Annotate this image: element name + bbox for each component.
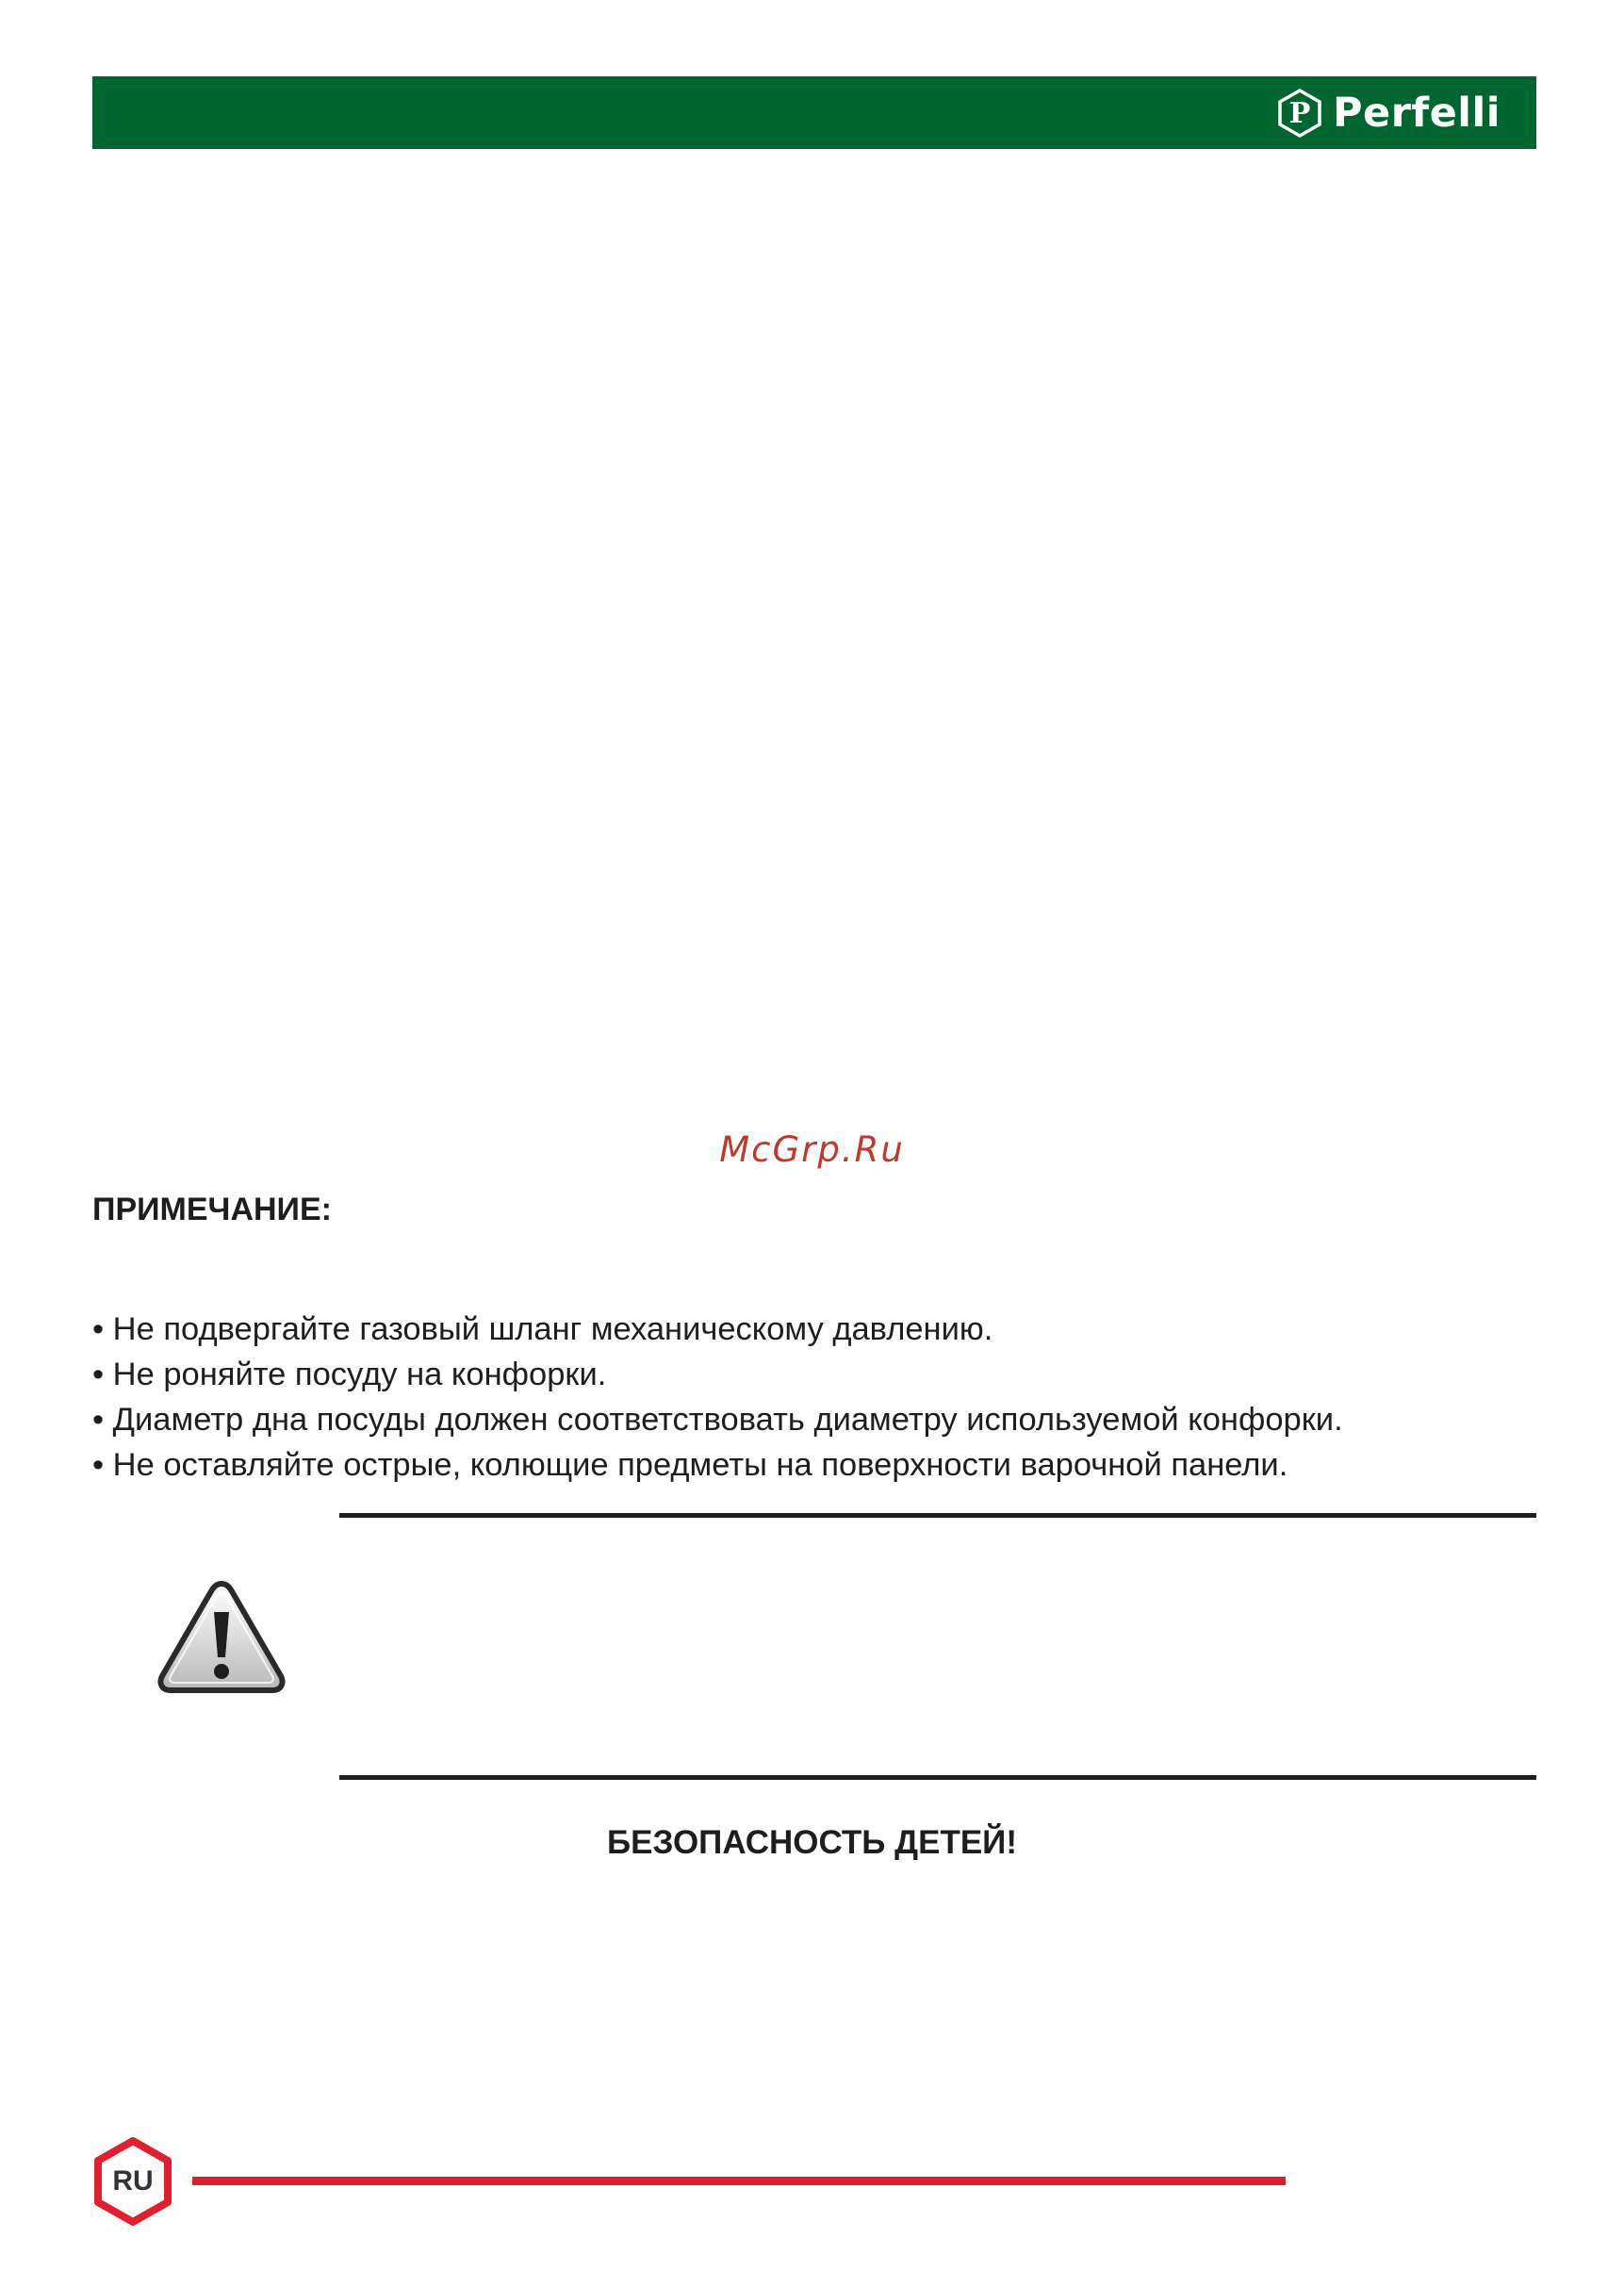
note-list xyxy=(92,1307,1343,1488)
section-divider-top xyxy=(339,1513,1536,1518)
watermark: McGrp.Ru xyxy=(719,1129,905,1170)
list-item: • Не подвергайте газовый шланг механическому давлению. xyxy=(92,1311,993,1347)
language-code: RU xyxy=(112,2165,154,2197)
header-bar xyxy=(92,76,1536,149)
svg-text:P: P xyxy=(1288,97,1311,130)
section-divider-bottom xyxy=(339,1775,1536,1780)
brand-hexagon-icon xyxy=(1276,88,1323,139)
child-safety-heading: БЕЗОПАСНОСТЬ ДЕТЕЙ! xyxy=(606,1824,1017,1861)
note-heading: ПРИМЕЧАНИЕ: xyxy=(92,1192,332,1227)
footer-accent-line xyxy=(192,2177,1286,2185)
language-badge xyxy=(92,2136,173,2227)
list-item: • Диаметр дна посуды должен соответствовать диаметру используемой конфорки. xyxy=(92,1402,1343,1438)
warning-triangle-icon xyxy=(155,1576,288,1702)
list-item: • Не оставляйте острые, колющие предметы на поверхности варочной панели. xyxy=(92,1447,1288,1483)
brand-name: Perfelli xyxy=(1333,89,1501,137)
brand-logo xyxy=(1276,88,1501,139)
list-item: • Не роняйте посуду на конфорки. xyxy=(92,1357,607,1392)
